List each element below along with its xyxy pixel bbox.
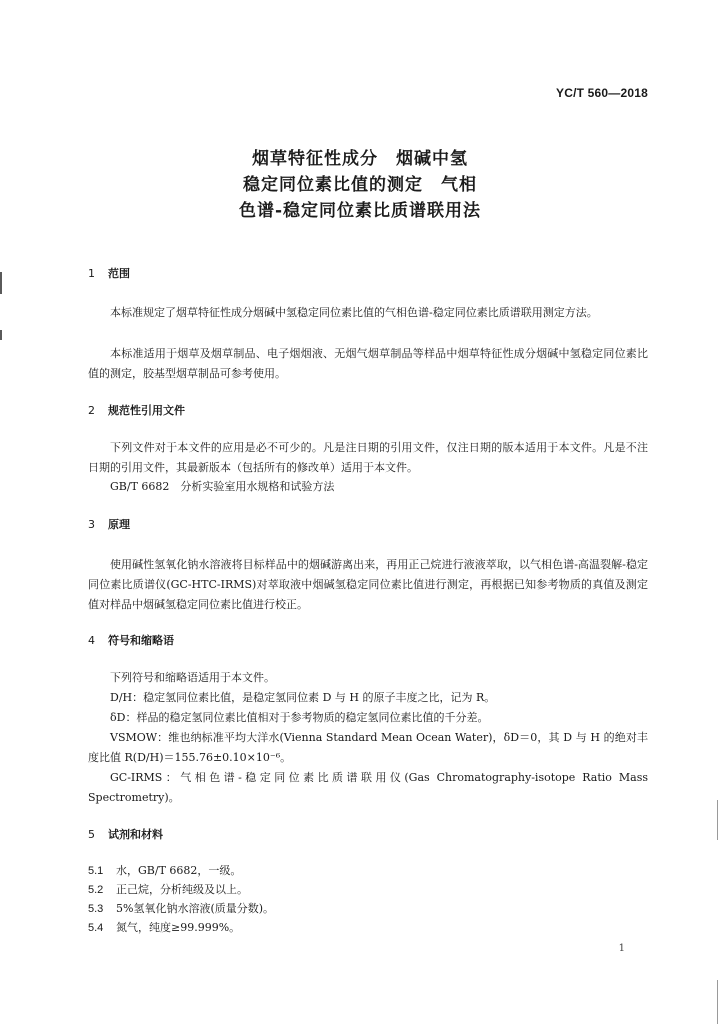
clause-text: 水，GB/T 6682，一级。 [116, 864, 242, 877]
section-heading-normative-references [88, 402, 185, 418]
section-heading-symbols-abbreviations [88, 632, 174, 648]
clause-item [88, 900, 274, 918]
section-number: 1 [88, 267, 95, 280]
document-title [0, 146, 720, 224]
title-line: 色谱-稳定同位素比质谱联用法 [238, 201, 482, 221]
section-heading-principle [88, 516, 130, 532]
definition-vsmow: VSMOW：维也纳标准平均大洋水(Vienna Standard Mean Ocean Water)，δD＝0，其 D 与 H 的绝对丰度比值 R(D/H)＝155.76±0.10×10⁻⁶。 [88, 731, 648, 764]
section-number: 4 [88, 634, 95, 647]
scan-edge-mark [0, 272, 2, 294]
section-heading-scope [88, 265, 130, 281]
page-number: 1 [618, 943, 625, 954]
section-title: 符号和缩略语 [108, 634, 174, 647]
clause-number: 5.4 [88, 922, 104, 934]
section-title: 规范性引用文件 [108, 404, 185, 417]
document-code: YC/T 560—2018 [556, 86, 648, 100]
paragraph: 本标准规定了烟草特征性成分烟碱中氢稳定同位素比值的气相色谱-稳定同位素比质谱联用测定方法。 [110, 306, 598, 319]
paragraph: 使用碱性氢氧化钠水溶液将目标样品中的烟碱游离出来，再用正己烷进行液液萃取，以气相色谱-高温裂解-稳定同位素比质谱仪(GC-HTC-IRMS)对萃取液中烟碱氢稳定同位素比值进行测定，再根据已知参考物质的真值及测定值对样品中烟碱氢稳定同位素比值进行校正。 [88, 558, 648, 611]
clause-item [88, 862, 241, 880]
clause-number: 5.1 [88, 865, 104, 877]
title-line: 烟草特征性成分 烟碱中氢 [252, 149, 468, 169]
clause-text: 氮气，纯度≥99.999%。 [116, 921, 241, 934]
title-line: 稳定同位素比值的测定 气相 [243, 175, 477, 195]
definition-delta-d: δD：样品的稳定氢同位素比值相对于参考物质的稳定氢同位素比值的千分差。 [110, 711, 489, 724]
definition-dh: D/H：稳定氢同位素比值，是稳定氢同位素 D 与 H 的原子丰度之比，记为 R。 [110, 691, 496, 704]
scan-edge-line [717, 980, 718, 1024]
paragraph: 下列符号和缩略语适用于本文件。 [110, 671, 275, 684]
paragraph: 本标准适用于烟草及烟草制品、电子烟烟液、无烟气烟草制品等样品中烟草特征性成分烟碱中氢稳定同位素比值的测定，胶基型烟草制品可参考使用。 [88, 347, 648, 380]
definition-gc-irms: GC-IRMS：气相色谱-稳定同位素比质谱联用仪(Gas Chromatography-isotope Ratio Mass Spectrometry)。 [88, 771, 648, 804]
scan-edge-mark [0, 330, 2, 340]
clause-text: 正己烷，分析纯级及以上。 [116, 883, 248, 896]
section-number: 3 [88, 518, 95, 531]
section-title: 试剂和材料 [108, 828, 163, 841]
clause-item [88, 919, 240, 937]
scan-edge-line [717, 800, 718, 840]
paragraph: 下列文件对于本文件的应用是必不可少的。凡是注日期的引用文件，仅注日期的版本适用于本文件。凡是不注日期的引用文件，其最新版本（包括所有的修改单）适用于本文件。 [88, 441, 648, 474]
section-title: 原理 [108, 518, 130, 531]
clause-number: 5.3 [88, 903, 104, 915]
clause-item [88, 881, 248, 899]
clause-text: 5%氢氧化钠水溶液(质量分数)。 [116, 902, 275, 915]
section-title: 范围 [108, 267, 130, 280]
clause-number: 5.2 [88, 884, 104, 896]
section-heading-reagents-materials [88, 826, 163, 842]
section-number: 5 [88, 828, 95, 841]
reference-entry: GB/T 6682 分析实验室用水规格和试验方法 [110, 480, 335, 493]
section-number: 2 [88, 404, 95, 417]
